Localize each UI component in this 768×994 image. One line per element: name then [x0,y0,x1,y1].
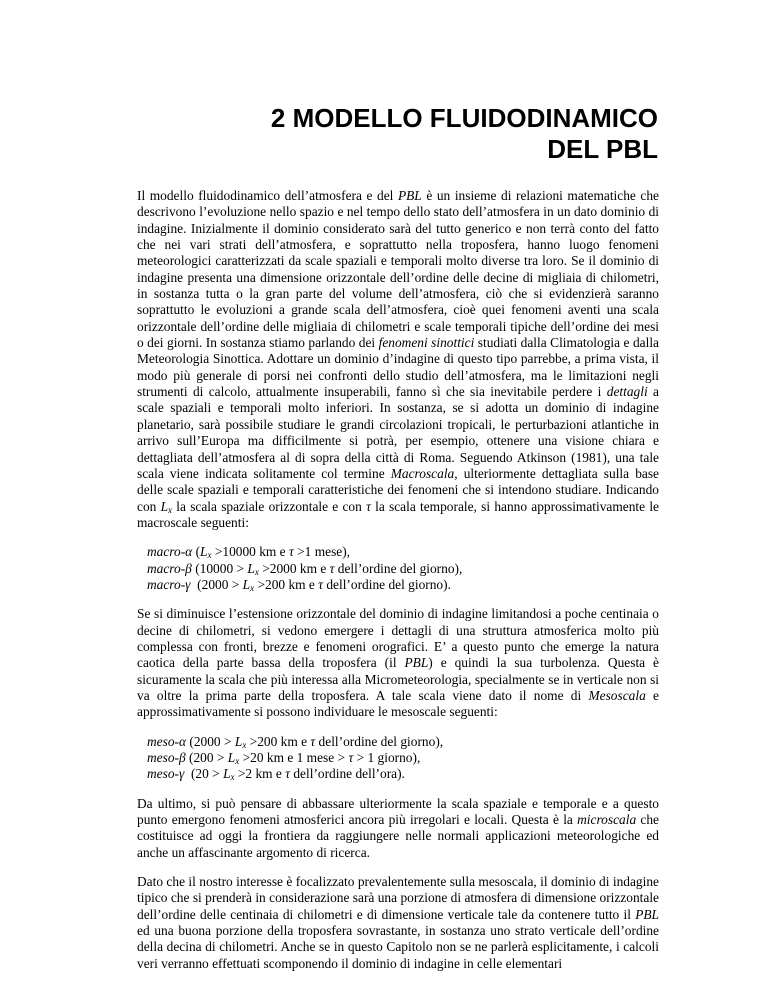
text-run: ) e quindi la sua turbolenza. Questa è sicuramente la scala che più interessa alla Micrometeorologia, specialmente se in verticale non si va oltre la prima parte della troposfera. A tale scala viene dato il nome di [137,655,659,703]
symbol-l: L [227,750,236,765]
text-run: >10000 km e [211,544,289,560]
text-run: Il modello fluidodinamico dell’atmosfera e del [137,188,398,203]
paragraph-domain [137,874,659,972]
text-run: >2 km e [234,766,286,782]
chapter-title-line-1: 2 MODELLO FLUIDODINAMICO [270,103,658,133]
scale-name: meso-γ [147,766,185,782]
text-run: ( [192,544,201,560]
symbol-tau: τ [318,576,323,592]
text-run: è un insieme di relazioni matematiche che descrivono l’evoluzione nello spazio e nel tempo dello stato dell’atmosfera in un dato dominio di indagine. Inizialmente il dominio considerato sarà del tutto generico e non terrà conto del fatto che nei vari strati dell’atmosfera, e soprattutto nella troposfera, hanno luogo fenomeni meteorologici caratterizzati da scale spaziali e temporali molto diverse tra loro. Se il dominio di indagine presenta una dimensione orizzontale dell’ordine delle decine di migliaia di chilometri, in sostanza tutta o la gran parte del volume dell’atmosfera, ciò che si evidenzierà saranno soprattutto le evoluzioni a grande scala dell’atmosfera, cioè quei fenomeni aventi una scala orizzontale dell’ordine delle migliaia di chilometri e scale temporali tipiche dell’ordine dei mesi o dei giorni. In sostanza stiamo parlando dei [137,188,659,351]
scale-name: macro-β [147,560,192,576]
symbol-tau: τ [348,750,354,765]
text-run: >2000 km e [258,560,330,576]
mesoscale-list [137,734,659,783]
term-microscala: microscala [577,812,637,828]
text-run: (200 > [185,750,228,765]
list-item-meso-gamma [147,766,659,782]
text-run: dell’ordine del giorno), [315,733,444,749]
paragraph-intro [137,188,659,531]
scale-name: macro-γ [147,576,191,592]
symbol-l: L [223,766,231,782]
list-item-meso-beta [147,750,659,766]
text-run: la scala temporale, si hanno approssimativamente le macroscale seguenti: [137,498,659,530]
symbol-sub-x: x [242,739,247,750]
symbol-sub-x: x [230,772,235,783]
term-dettagli: dettagli [606,384,648,400]
symbol-sub-x: x [235,756,240,766]
text-run: (20 > [184,766,224,782]
text-run: >200 km e [246,733,311,749]
term-macroscala: Macroscala [390,465,455,481]
scale-name: macro-α [147,544,193,560]
list-item-macro-beta [147,561,659,577]
text-run: ed una buona porzione della troposfera sovrastante, in sostanza uno strato verticale dell’ordine della decina di chilometri. Anche se in questo Capitolo non se ne parlerà esplicitamente, i calcoli veri verranno effettuati scomponendo il dominio di indagine in celle elementari [137,923,659,971]
text-run: >1 mese), [293,544,351,560]
scale-name: meso-α [147,733,187,749]
list-item-meso-alpha [147,734,659,750]
text-run: Se si diminuisce l’estensione orizzontale del dominio di indagine limitandosi a poche centinaia o decine di chilometri, si vedono emergere i dettagli di una struttura atmosferica molto più complessa con fronti, brezze e fenomeni orografici. E’ a questo punto che emerge la natura caotica della parte bassa della troposfera (il [137,606,659,671]
symbol-l: L [200,544,208,560]
text-run: (2000 > [190,576,243,592]
scale-name: meso-β [147,750,186,765]
text-run: la scala spaziale orizzontale e con [172,498,367,514]
paragraph-mesoscale [137,606,659,720]
symbol-lx [161,499,172,514]
text-run: (2000 > [186,733,235,749]
text-run: e approssimativamente si possono individuare le mesoscale seguenti: [137,687,659,720]
text-run: >20 km e 1 mese > [239,750,349,765]
term-pbl: PBL [404,655,429,671]
term-pbl: PBL [635,906,659,922]
symbol-l: L [247,560,255,576]
symbol-tau: τ [285,766,291,782]
term-fenomeni-sinottici: fenomeni sinottici [378,335,475,351]
text-run: a scale spaziali e temporali molto inferiori. In sostanza, se si adotta un dominio di indagine planetario, sarà possibile studiare le grandi circolazioni tropicali, le perturbazioni atlantiche in arrivo sull’Europa ma difficilmente si potrà, per esempio, ottenere una visione chiara e dettagliata dell’atmosfera al di sopra della città di Roma. Seguendo Atkinson (1981), una tale scala viene indicata solitamente col termine [137,384,659,481]
symbol-sub-x: x [250,582,255,593]
symbol-tau: τ [329,560,335,576]
symbol-tau: τ [288,544,294,560]
text-run: , ulteriormente dettagliata sulla base delle scale spaziali e temporali caratteristiche dei fenomeni che si intendono studiare. Indicando con [137,465,659,514]
text-run: che costituisce ad oggi la frontiera da raggiungere nelle normali applicazioni meteorologiche ed anche un affascinante argomento di ricerca. [137,812,659,860]
paragraph-microscale [137,796,659,861]
text-run: dell’ordine dell’ora). [290,766,405,782]
text-run: Dato che il nostro interesse è focalizzato prevalentemente sulla mesoscala, il dominio di indagine tipico che si prenderà in considerazione sarà una porzione di atmosfera di dimensione orizzontale dell’ordine delle centinaia di chilometri e di dimensione verticale tale da contenere tutto il [137,874,659,922]
symbol-l: L [242,576,251,592]
text-run: dell’ordine del giorno), [334,560,463,576]
symbol-l: L [234,733,243,749]
symbol-l: L [160,498,169,514]
symbol-tau: τ [310,733,316,749]
symbol-sub-x: x [207,550,212,561]
term-pbl: PBL [397,188,422,203]
chapter-title-line-2: DEL PBL [547,134,658,164]
text-run: dell’ordine del giorno). [323,576,451,592]
symbol-tau: τ [366,498,371,514]
symbol-sub-x: x [168,504,173,515]
term-mesoscala: Mesoscala [588,687,646,703]
body-text [137,188,659,985]
list-item-macro-alpha [147,544,659,560]
text-run: studiati dalla Climatologia e dalla Meteorologia Sinottica. Adottare un dominio d’indagine di questo tipo parrebbe, a prima vista, il modo più generale di porsi nei confronti dello studio dell’atmosfera, ma le limitazioni negli strumenti di calcolo, attualmente insuperabili, fanno sì che sia inevitabile perdere i [137,335,659,400]
text-run: Da ultimo, si può pensare di abbassare ulteriormente la scala spaziale e temporale e a questo punto emergono fenomeni atmosferici ancora più irregolari e locali. Questa è la [137,795,659,828]
text-run: >200 km e [254,576,319,592]
chapter-title [138,103,658,165]
text-run: (10000 > [191,560,248,576]
symbol-sub-x: x [254,566,259,577]
text-run: > 1 giorno), [353,750,421,765]
macroscale-list [137,544,659,593]
list-item-macro-gamma [147,577,659,593]
